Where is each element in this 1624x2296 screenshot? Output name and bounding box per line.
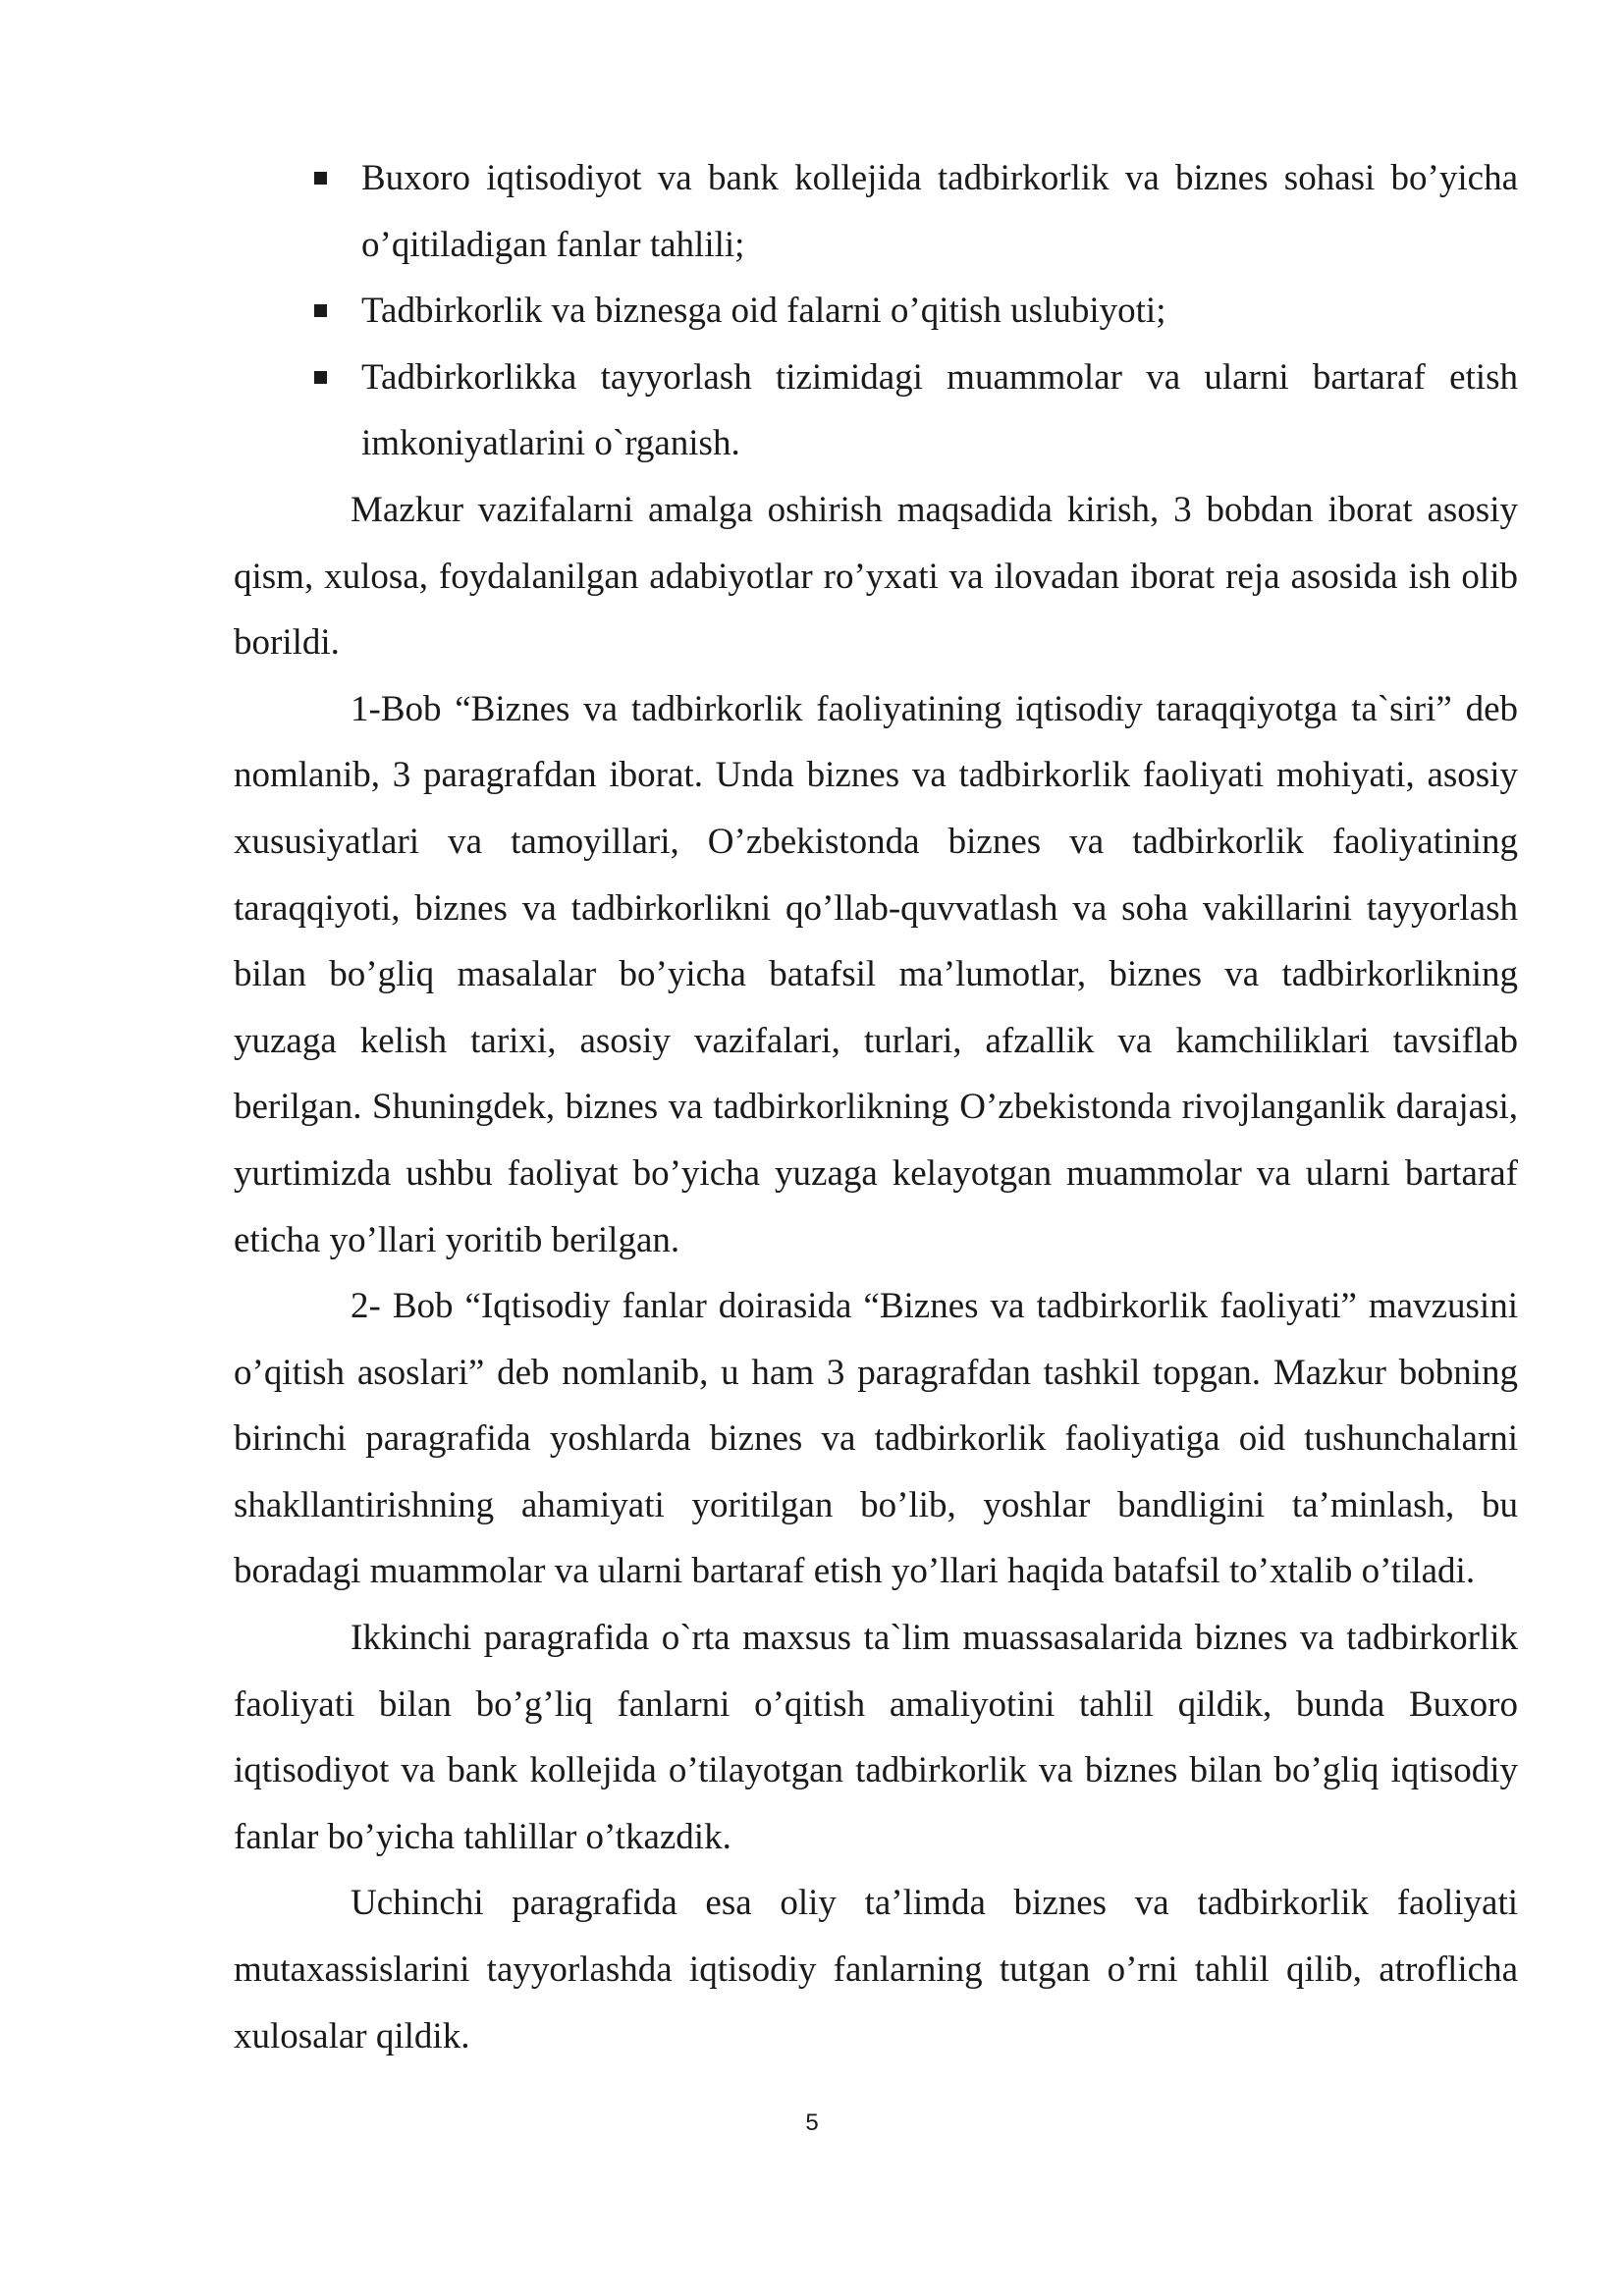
page-content (234, 145, 1518, 2069)
bullet-item (234, 278, 1518, 345)
paragraph-chapter-1: 1-Bob “Biznes va tadbirkorlik faoliyatining iqtisodiy taraqqiyotga ta`siri” deb nomlanib, 3 paragrafdan iborat. Unda biznes va tadbirkorlik faoliyati mohiyati, asosiy xususiyatlari va tamoyillari, O’zbekistonda biznes va tadbirkorlik faoliyatining taraqqiyoti, biznes va tadbirkorlikni qo’llab-quvvatlash va soha vakillarini tayyorlash bilan bo’gliq masalalar bo’yicha batafsil ma’lumotlar, biznes va tadbirkorlikning yuzaga kelish tarixi, asosiy vazifalari, turlari, afzallik va kamchiliklari tavsiflab berilgan. Shuningdek, biznes va tadbirkorlikning O’zbekistonda rivojlanganlik darajasi, yurtimizda ushbu faoliyat bo’yicha yuzaga kelayotgan muammolar va ularni bartaraf eticha yo’llari yoritib berilgan. (234, 688, 1518, 1260)
bullet-text: Tadbirkorlik va biznesga oid falarni o’qitish uslubiyoti; (361, 291, 1166, 332)
bullet-list (234, 145, 1518, 477)
paragraph-chapter-2: 2- Bob “Iqtisodiy fanlar doirasida “Biznes va tadbirkorlik faoliyati” mavzusini o’qitish asoslari” deb nomlanib, u ham 3 paragrafdan tashkil topgan. Mazkur bobning birinchi paragrafida yoshlarda biznes va tadbirkorlik faoliyatiga oid tushunchalarni shakllantirishning ahamiyati yoritilgan bo’lib, yoshlar bandligini ta’minlash, bu boradagi muammolar va ularni bartaraf etish yo’llari haqida batafsil to’xtalib o’tiladi. (234, 1286, 1518, 1592)
bullet-text: Buxoro iqtisodiyot va bank kollejida tadbirkorlik va biznes sohasi bo’yicha o’qitiladigan fanlar tahlili; (361, 158, 1518, 265)
square-bullet-icon (314, 304, 327, 317)
paragraph-plan: Mazkur vazifalarni amalga oshirish maqsadida kirish, 3 bobdan iborat asosiy qism, xulosa, foydalanilgan adabiyotlar ro’yxati va ilovadan iborat reja asosida ish olib borildi. (234, 489, 1518, 664)
bullet-text: Tadbirkorlikka tayyorlash tizimidagi muammolar va ularni bartaraf etish imkoniyatlarini o`rganish. (361, 356, 1518, 464)
bullet-item (234, 145, 1518, 278)
square-bullet-icon (314, 172, 327, 185)
paragraph-second-section: Ikkinchi paragrafida o`rta maxsus ta`lim muassasalarida biznes va tadbirkorlik faoliyati bilan bo’g’liq fanlarni o’qitish amaliyotini tahlil qildik, bunda Buxoro iqtisodiyot va bank kollejida o’tilayotgan tadbirkorlik va biznes bilan bo’gliq iqtisodiy fanlar bo’yicha tahlillar o’tkazdik. (234, 1618, 1518, 1857)
square-bullet-icon (314, 371, 327, 384)
page-number: 5 (805, 2109, 819, 2136)
bullet-item (234, 345, 1518, 477)
paragraph-third-section: Uchinchi paragrafida esa oliy ta’limda biznes va tadbirkorlik faoliyati mutaxassislarini tayyorlashda iqtisodiy fanlarning tutgan o’rni tahlil qilib, atroflicha xulosalar qildik. (234, 1883, 1518, 2056)
